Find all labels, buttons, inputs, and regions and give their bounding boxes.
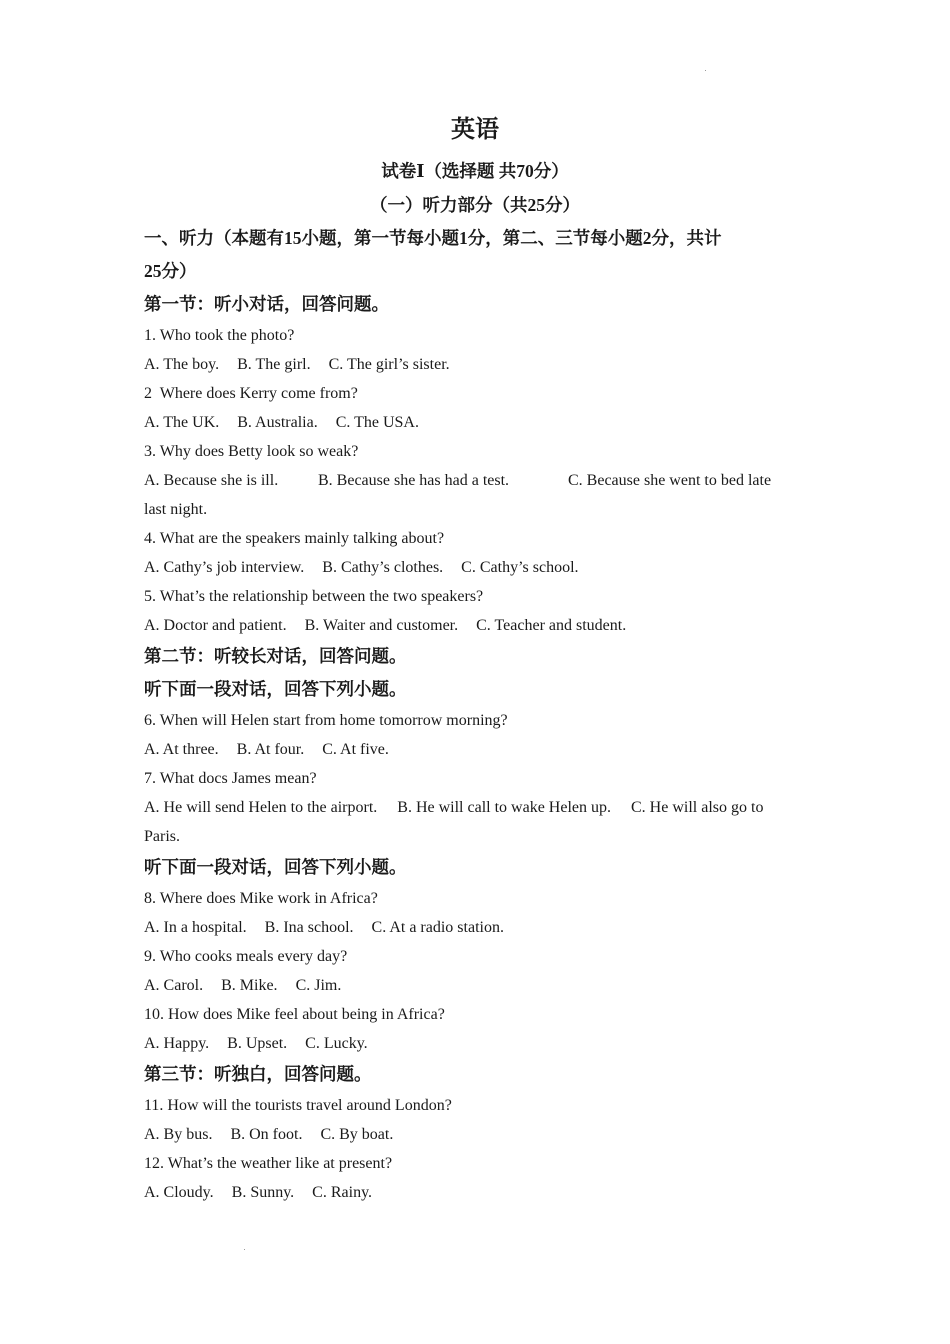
- option-b: B. Upset.: [227, 1035, 288, 1052]
- option-b: B. Cathy’s clothes.: [322, 559, 444, 576]
- option-a: A. At three.: [144, 741, 219, 758]
- options-2: [144, 408, 806, 437]
- question-3: 3. Why does Betty look so weak?: [144, 443, 359, 460]
- option-a: A. In a hospital.: [144, 919, 247, 936]
- option-c: C. Jim.: [295, 977, 342, 994]
- question-1: 1. Who took the photo?: [144, 327, 295, 344]
- option-c: C. Lucky.: [305, 1035, 368, 1052]
- question-6: 6. When will Helen start from home tomorrow morning?: [144, 712, 508, 729]
- options-5: [144, 611, 806, 640]
- question-7: 7. What docs James mean?: [144, 770, 317, 787]
- question-2: 2 Where does Kerry come from?: [144, 385, 358, 402]
- option-c: C. The USA.: [335, 414, 419, 431]
- option-b: B. Mike.: [221, 977, 278, 994]
- section-heading-line1: 一、听力（本题有15小题，第一节每小题1分，第二、三节每小题2分，共计: [144, 228, 722, 248]
- exam-page: [144, 112, 806, 1207]
- option-c-continuation: last night.: [144, 501, 208, 518]
- option-c: C. The girl’s sister.: [328, 356, 450, 373]
- options-10: [144, 1029, 806, 1058]
- option-a: A. Happy.: [144, 1035, 210, 1052]
- option-b: B. Because she has had a test.: [318, 472, 510, 489]
- option-c: C. By boat.: [320, 1126, 394, 1143]
- question-10: 10. How does Mike feel about being in Africa?: [144, 1006, 445, 1023]
- option-b: B. At four.: [236, 741, 305, 758]
- question-8: 8. Where does Mike work in Africa?: [144, 890, 378, 907]
- question-12: 12. What’s the weather like at present?: [144, 1155, 393, 1172]
- option-b: B. He will call to wake Helen up.: [397, 799, 611, 816]
- option-a: A. The boy.: [144, 356, 220, 373]
- options-1: [144, 350, 806, 379]
- part1-heading: 第一节：听小对话，回答问题。: [144, 294, 389, 314]
- option-c: C. He will also go to: [631, 799, 764, 816]
- option-c: C. At five.: [322, 741, 389, 758]
- page-title: 英语: [451, 117, 499, 143]
- options-7: [144, 793, 806, 822]
- options-8: [144, 913, 806, 942]
- options-11: [144, 1120, 806, 1149]
- option-b: B. Ina school.: [264, 919, 354, 936]
- option-b: B. On foot.: [230, 1126, 303, 1143]
- question-5: 5. What’s the relationship between the two speakers?: [144, 588, 484, 605]
- option-a: A. He will send Helen to the airport.: [144, 799, 378, 816]
- option-b: B. Sunny.: [231, 1184, 295, 1201]
- option-c: C. Teacher and student.: [476, 617, 627, 634]
- options-4: [144, 553, 806, 582]
- option-a: A. Because she is ill.: [144, 472, 279, 489]
- option-c-continuation: Paris.: [144, 828, 180, 845]
- options-9: [144, 971, 806, 1000]
- question-11: 11. How will the tourists travel around London?: [144, 1097, 452, 1114]
- option-a: A. By bus.: [144, 1126, 213, 1143]
- options-6: [144, 735, 806, 764]
- option-c: C. At a radio station.: [371, 919, 504, 936]
- option-a: A. Doctor and patient.: [144, 617, 287, 634]
- options-3: [144, 466, 806, 495]
- option-b: B. Waiter and customer.: [304, 617, 459, 634]
- option-a: A. Cathy’s job interview.: [144, 559, 305, 576]
- options-12: [144, 1178, 806, 1207]
- option-a: A. Cloudy.: [144, 1184, 214, 1201]
- option-c: C. Cathy’s school.: [461, 559, 579, 576]
- option-c: C. Because she went to bed late: [568, 472, 772, 489]
- option-b: B. Australia.: [237, 414, 318, 431]
- dialog-heading-2: 听下面一段对话，回答下列小题。: [144, 857, 407, 877]
- dialog-heading: 听下面一段对话，回答下列小题。: [144, 679, 407, 699]
- paper-label: 试卷Ⅰ（选择题 共70分）: [381, 161, 569, 181]
- section-heading-line2: 25分）: [144, 261, 197, 281]
- top-speck: [705, 70, 706, 71]
- part3-heading: 第三节：听独白，回答问题。: [144, 1064, 372, 1084]
- option-b: B. The girl.: [237, 356, 311, 373]
- option-c: C. Rainy.: [312, 1184, 373, 1201]
- part-label: （一）听力部分（共25分）: [370, 195, 580, 215]
- part2-heading: 第二节：听较长对话，回答问题。: [144, 646, 407, 666]
- section-heading: [144, 222, 806, 288]
- question-4: 4. What are the speakers mainly talking about?: [144, 530, 445, 547]
- question-9: 9. Who cooks meals every day?: [144, 948, 348, 965]
- option-a: A. The UK.: [144, 414, 220, 431]
- option-a: A. Carol.: [144, 977, 204, 994]
- bottom-speck: [244, 1249, 245, 1250]
